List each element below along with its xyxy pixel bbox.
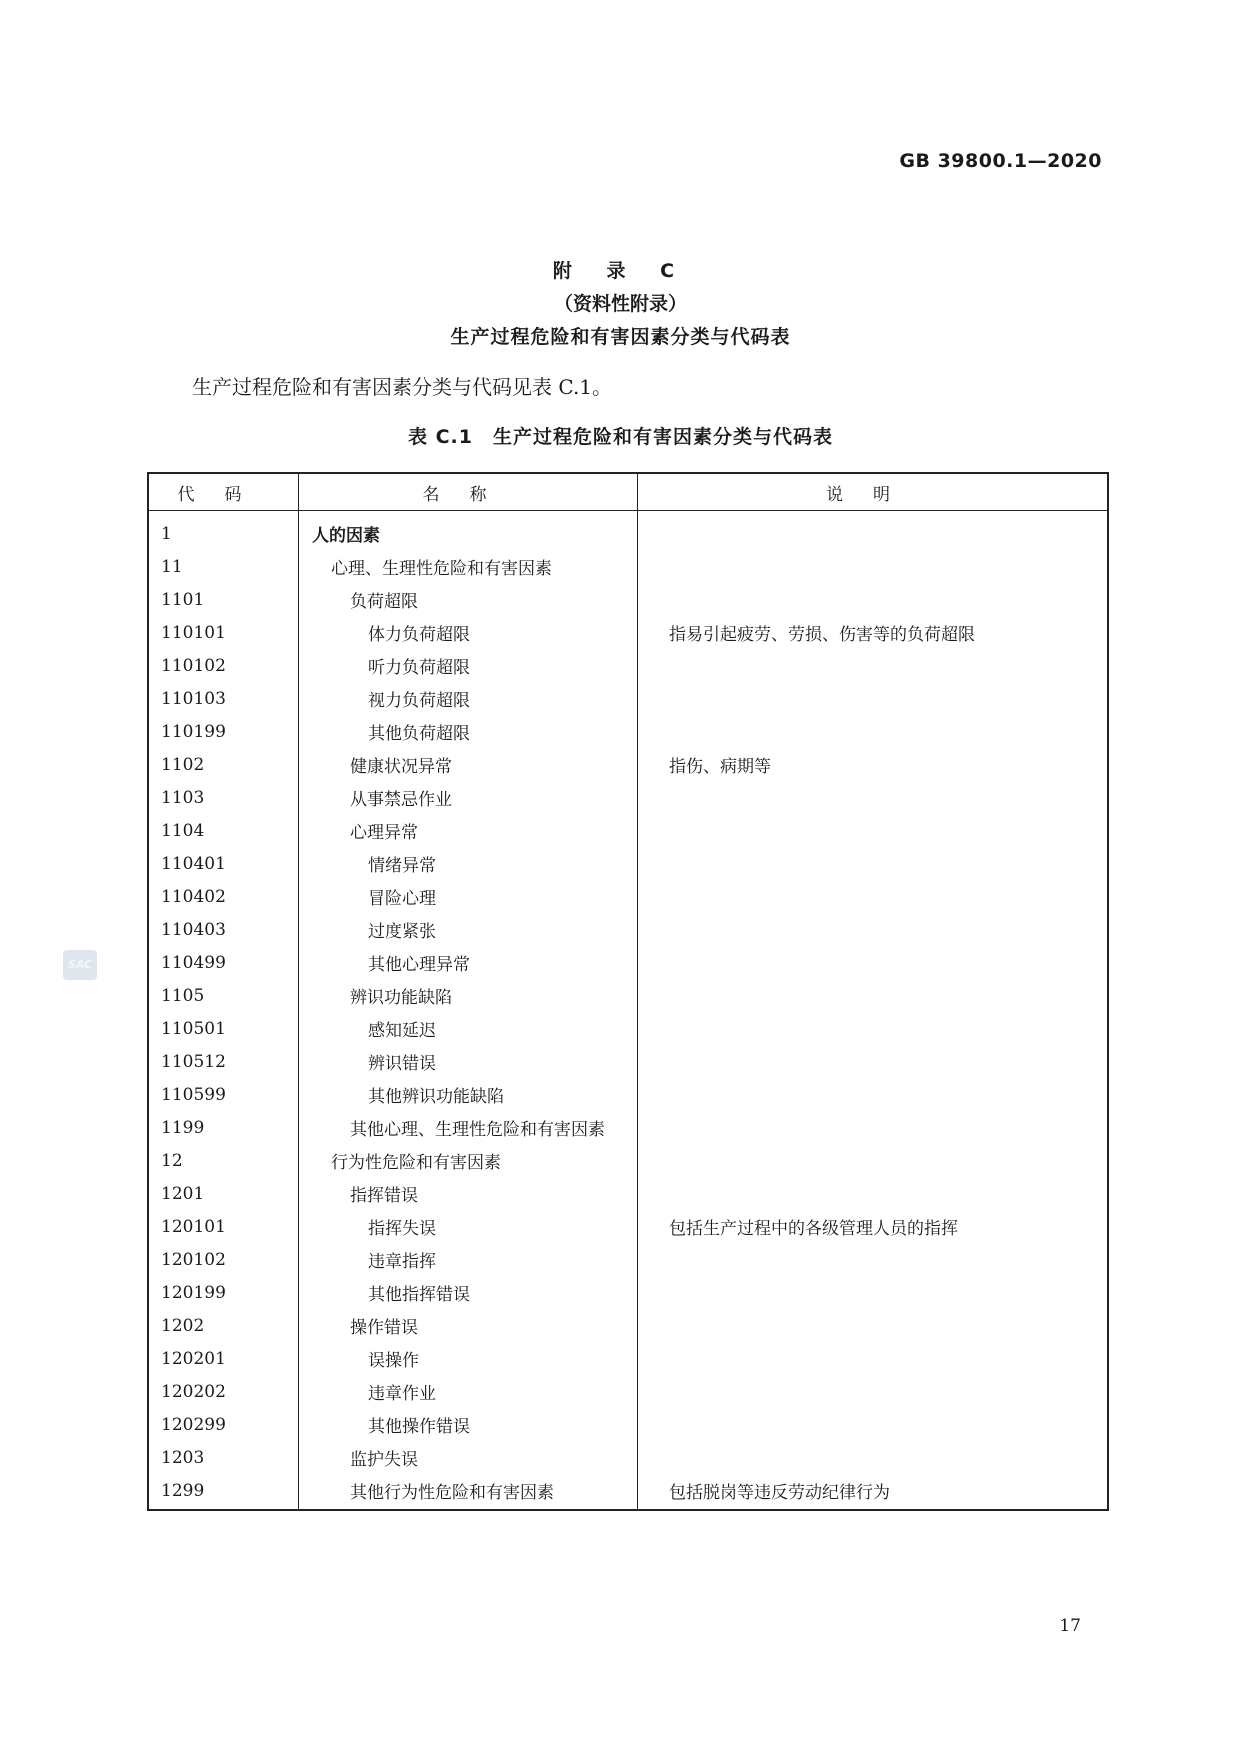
row-name: 从事禁忌作业 bbox=[350, 790, 452, 810]
table-row bbox=[149, 517, 1107, 550]
row-name: 负荷超限 bbox=[350, 592, 418, 612]
table-row bbox=[149, 1441, 1107, 1474]
row-name: 操作错误 bbox=[350, 1318, 418, 1338]
row-code: 1201 bbox=[161, 1183, 205, 1204]
row-code: 1103 bbox=[161, 787, 205, 808]
appendix-subtitle: （资料性附录） bbox=[553, 293, 687, 315]
row-code: 1105 bbox=[161, 985, 205, 1006]
row-code: 1202 bbox=[161, 1315, 205, 1336]
row-note: 指伤、病期等 bbox=[669, 757, 771, 777]
row-name: 健康状况异常 bbox=[350, 757, 452, 777]
row-code: 110403 bbox=[161, 919, 226, 940]
row-name: 其他心理、生理性危险和有害因素 bbox=[350, 1120, 605, 1140]
table-row bbox=[149, 1012, 1107, 1045]
row-name: 指挥失误 bbox=[368, 1219, 436, 1239]
row-code: 120199 bbox=[161, 1282, 226, 1303]
table-row bbox=[149, 1111, 1107, 1144]
row-code: 1203 bbox=[161, 1447, 205, 1468]
row-code: 110512 bbox=[161, 1051, 226, 1072]
table-row bbox=[149, 715, 1107, 748]
row-note: 包括脱岗等违反劳动纪律行为 bbox=[669, 1483, 890, 1503]
row-code: 110199 bbox=[161, 721, 226, 742]
table-row bbox=[149, 1045, 1107, 1078]
row-code: 110401 bbox=[161, 853, 226, 874]
row-name: 冒险心理 bbox=[368, 889, 436, 909]
table-row bbox=[149, 781, 1107, 814]
row-code: 1101 bbox=[161, 589, 205, 610]
row-name: 辨识功能缺陷 bbox=[350, 988, 452, 1008]
row-code: 110599 bbox=[161, 1084, 226, 1105]
table-body bbox=[149, 511, 1107, 1509]
column-divider bbox=[298, 474, 299, 1509]
table-row bbox=[149, 649, 1107, 682]
row-name: 其他负荷超限 bbox=[368, 724, 470, 744]
row-name: 听力负荷超限 bbox=[368, 658, 470, 678]
row-name: 心理、生理性危险和有害因素 bbox=[331, 559, 552, 579]
table-row bbox=[149, 814, 1107, 847]
table-row bbox=[149, 1474, 1107, 1507]
row-name: 视力负荷超限 bbox=[368, 691, 470, 711]
row-name: 监护失误 bbox=[350, 1450, 418, 1470]
table-row bbox=[149, 1342, 1107, 1375]
row-code: 110102 bbox=[161, 655, 226, 676]
header-name: 名称 bbox=[422, 484, 517, 505]
row-name: 行为性危险和有害因素 bbox=[331, 1153, 501, 1173]
table-row bbox=[149, 847, 1107, 880]
table-row bbox=[149, 979, 1107, 1012]
row-name: 其他辨识功能缺陷 bbox=[368, 1087, 504, 1107]
header-code: 代码 bbox=[177, 484, 272, 505]
row-name: 其他指挥错误 bbox=[368, 1285, 470, 1305]
row-code: 120201 bbox=[161, 1348, 226, 1369]
table-caption: 表 C.1 生产过程危险和有害因素分类与代码表 bbox=[408, 426, 833, 448]
table-row bbox=[149, 583, 1107, 616]
row-name: 其他操作错误 bbox=[368, 1417, 470, 1437]
row-name: 指挥错误 bbox=[350, 1186, 418, 1206]
row-code: 12 bbox=[161, 1150, 183, 1171]
row-name: 心理异常 bbox=[350, 823, 418, 843]
row-name: 情绪异常 bbox=[368, 856, 436, 876]
row-name: 过度紧张 bbox=[368, 922, 436, 942]
row-note: 包括生产过程中的各级管理人员的指挥 bbox=[669, 1219, 958, 1239]
table-row bbox=[149, 682, 1107, 715]
appendix-title: 附 录 C bbox=[552, 260, 689, 282]
row-name: 辨识错误 bbox=[368, 1054, 436, 1074]
standard-number: GB 39800.1—2020 bbox=[899, 150, 1102, 172]
row-name: 人的因素 bbox=[312, 526, 380, 546]
table-row bbox=[149, 1243, 1107, 1276]
table-row bbox=[149, 1309, 1107, 1342]
row-code: 110501 bbox=[161, 1018, 226, 1039]
table-row bbox=[149, 748, 1107, 781]
page-number: 17 bbox=[1059, 1616, 1081, 1636]
table-row bbox=[149, 1408, 1107, 1441]
table-row bbox=[149, 880, 1107, 913]
row-code: 1 bbox=[161, 523, 172, 544]
row-code: 1199 bbox=[161, 1117, 205, 1138]
table-row bbox=[149, 1177, 1107, 1210]
row-name: 体力负荷超限 bbox=[368, 625, 470, 645]
row-code: 120299 bbox=[161, 1414, 226, 1435]
sac-watermark-logo: SAC bbox=[63, 950, 97, 980]
row-code: 11 bbox=[161, 556, 183, 577]
row-code: 1104 bbox=[161, 820, 205, 841]
row-name: 其他心理异常 bbox=[368, 955, 470, 975]
table-row bbox=[149, 1144, 1107, 1177]
table-row bbox=[149, 1276, 1107, 1309]
row-code: 120102 bbox=[161, 1249, 226, 1270]
row-name: 违章指挥 bbox=[368, 1252, 436, 1272]
row-code: 110101 bbox=[161, 622, 226, 643]
row-code: 1299 bbox=[161, 1480, 205, 1501]
table-row bbox=[149, 1210, 1107, 1243]
row-code: 110402 bbox=[161, 886, 226, 907]
table-row bbox=[149, 913, 1107, 946]
table-row bbox=[149, 1078, 1107, 1111]
header-note: 说明 bbox=[826, 484, 920, 505]
row-name: 其他行为性危险和有害因素 bbox=[350, 1483, 554, 1503]
table-row bbox=[149, 1375, 1107, 1408]
row-code: 110103 bbox=[161, 688, 226, 709]
table-row bbox=[149, 946, 1107, 979]
table-row bbox=[149, 616, 1107, 649]
table-header bbox=[149, 474, 1107, 511]
row-code: 120101 bbox=[161, 1216, 226, 1237]
row-code: 120202 bbox=[161, 1381, 226, 1402]
row-note: 指易引起疲劳、劳损、伤害等的负荷超限 bbox=[669, 625, 975, 645]
row-code: 110499 bbox=[161, 952, 226, 973]
row-name: 违章作业 bbox=[368, 1384, 436, 1404]
row-name: 误操作 bbox=[368, 1351, 419, 1371]
appendix-heading: 生产过程危险和有害因素分类与代码表 bbox=[450, 326, 791, 348]
intro-paragraph: 生产过程危险和有害因素分类与代码见表 C.1。 bbox=[192, 375, 613, 399]
row-code: 1102 bbox=[161, 754, 205, 775]
table-row bbox=[149, 550, 1107, 583]
column-divider bbox=[637, 474, 638, 1509]
classification-table bbox=[147, 472, 1109, 1511]
row-name: 感知延迟 bbox=[368, 1021, 436, 1041]
